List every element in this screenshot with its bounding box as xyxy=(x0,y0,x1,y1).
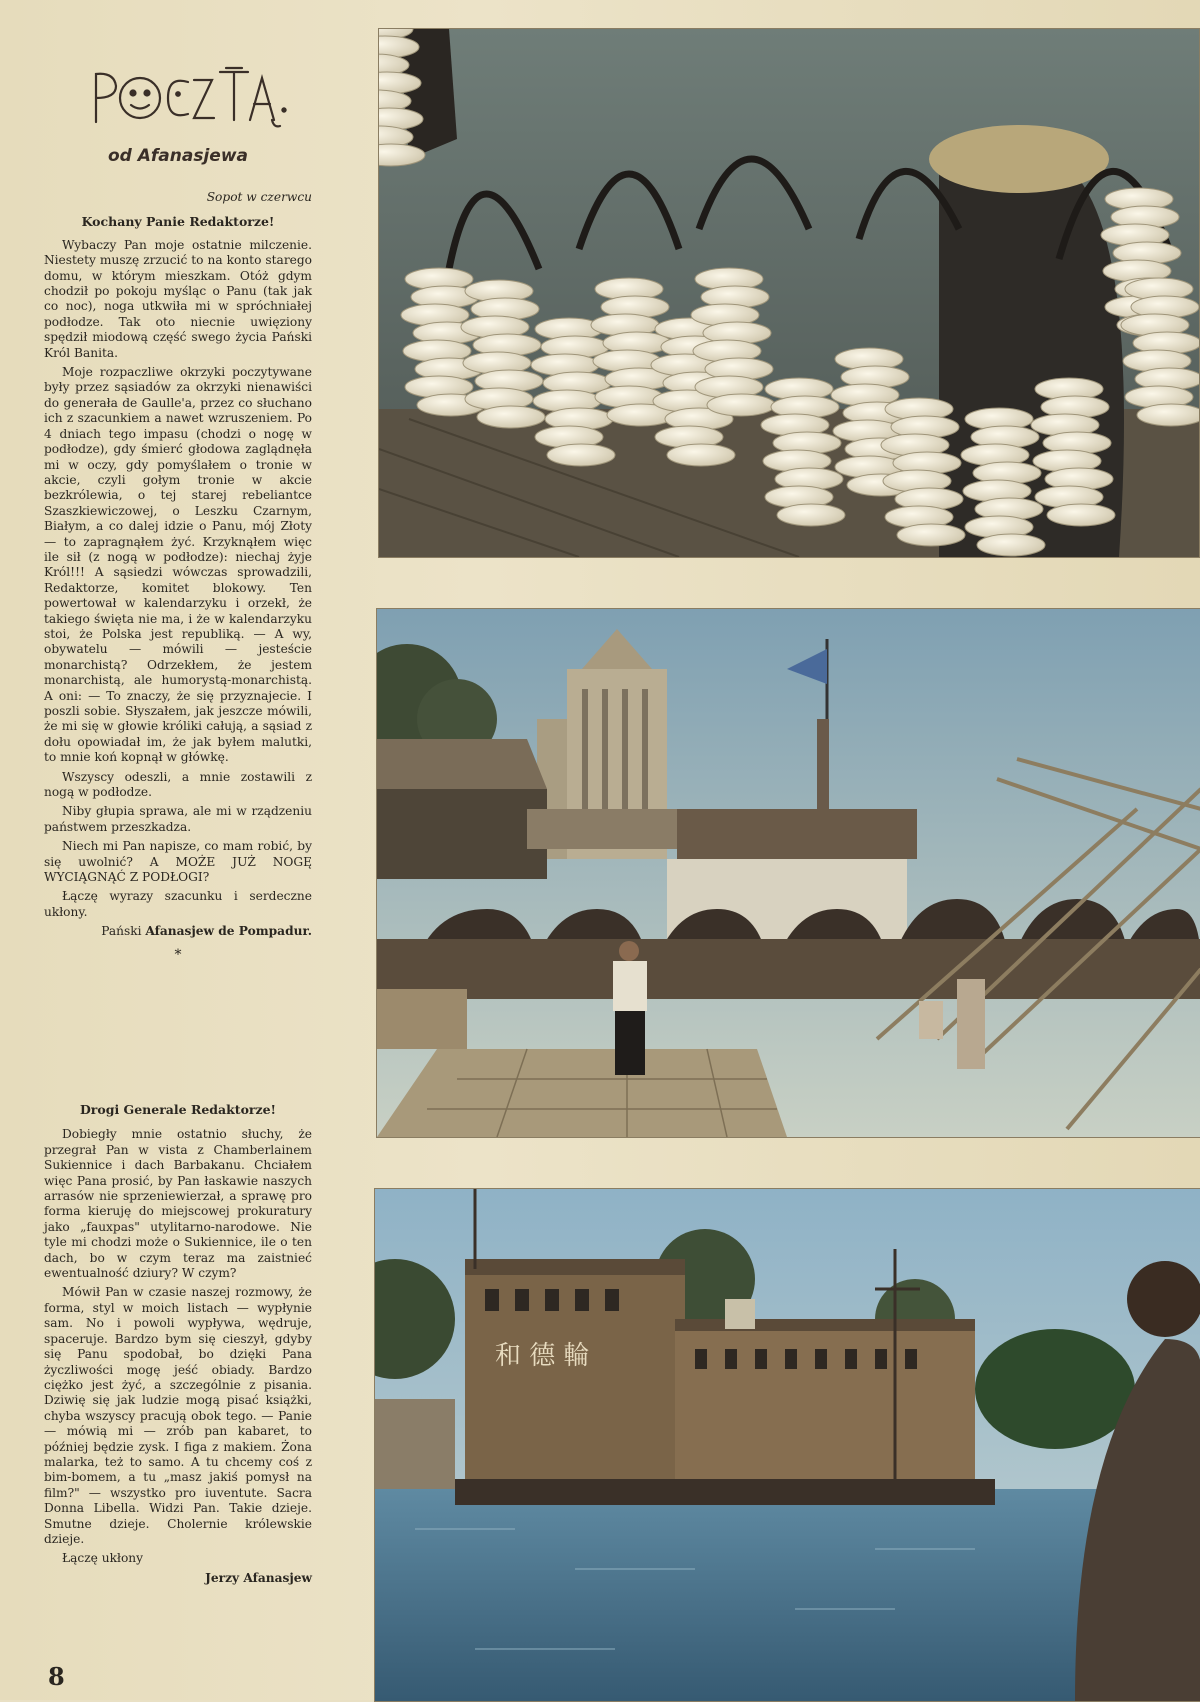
photo-harbor-junks xyxy=(376,608,1200,1138)
letter-two-paragraph: Dobiegły mnie ostatnio słuchy, że przegrał Pan w vista z Chamberlainem Sukiennice i dach Barbakanu. Chciałem więc Pana prosić, by Pan łaskawie naszych arrasów nie sprzeniewierzał, a sprawę pro forma kieruję do miejscowej prokuratury jako „fauxpas" utylitarno-narodowe. Nie tyle mi chodzi może o Sukiennice, ile o ten dach, bo w czym teraz ma zaistnieć ewentualność dziury? W czym? xyxy=(44,1127,312,1281)
signature-two: Jerzy Afanasjew xyxy=(205,1570,312,1585)
photo-houseboat xyxy=(374,1188,1200,1702)
page-number: 8 xyxy=(48,1662,65,1691)
letter-two-paragraph: Mówił Pan w czasie naszej rozmowy, że forma, styl w moich listach — wypłynie sam. No i powoli wypływa, wędruje, spaceruje. Bardzo bym się cieszył, gdyby się Panu spodobał, bo dzięki Pana życzliwości mogę jeść obiady. Bardzo ciężko jest żyć, a szczególnie z pisania. Dziwię się jak ludzie mogą pisać książki, chyba wszyscy pracują obok tego. — Panie — mówią mi — zrób pan kabaret, to później będzie zysk. I figa z makiem. Żona malarka, też to samo. A tu chcemy coś z bim-bomem, a tu „masz jakiś pomysł na film?" — wszystko pro iuventute. Sacra Donna Libella. Widzi Pan. Takie dzieje. Smutne dzieje. Cholernie królewskie dzieje. xyxy=(44,1285,312,1546)
poczta-logo xyxy=(88,60,288,132)
letter-two xyxy=(44,1102,312,1586)
signature-name: Afanasjew de Pompadur. xyxy=(145,924,312,939)
photo-cucumber-baskets xyxy=(378,28,1200,558)
letter-one-paragraph: Wszyscy odeszli, a mnie zostawili z nogą w podłodze. xyxy=(44,769,312,800)
letter-one-paragraph: Łączę wyrazy szacunku i serdeczne ukłony. xyxy=(44,889,312,919)
letter-one xyxy=(44,190,312,963)
letter-one-paragraph: Niby głupia sprawa, ale mi w rządzeniu państwem przeszkadza. xyxy=(44,804,312,834)
boat-sign: 和 德 輪 xyxy=(495,1341,590,1371)
letter-two-closing: Łączę ukłony xyxy=(62,1551,144,1566)
signature-one xyxy=(44,924,312,939)
signature-prefix: Pański xyxy=(101,924,142,939)
salutation-one: Kochany Panie Redaktorze! xyxy=(81,214,275,230)
separator-star: * xyxy=(174,946,182,963)
place-date: Sopot w czerwcu xyxy=(206,190,312,204)
salutation-two: Drogi Generale Redaktorze! xyxy=(79,1102,277,1117)
column-subtitle: od Afanasjewa xyxy=(107,146,249,166)
letter-one-paragraph: Wybaczy Pan moje ostatnie milczenie. Niestety muszę zrzucić to na konto starego domu, w którym mieszkam. Otóż gdym chodził po pokoju myśląc o Panu (tak jak co noc), noga utkwiła mi w spróchniałej podłodze. Tak oto niecnie uwięziony spędził miodową część swego życia Pański Król Banita. xyxy=(44,237,312,360)
letter-one-paragraph: Moje rozpaczliwe okrzyki poczytywane były przez sąsiadów za okrzyki nienawiści do generała de Gaulle'a, przez co słuchano ich z szacunkiem a nawet wzruszeniem. Po 4 dniach tego impasu (chodzi o nogę w podłodze), gdy śmierć głodowa zaglądnęła mi w oczy, gdy pomyślałem o tronie w akcie, czyli gołym tronie w akcie bezkrólewia, o tej starej rebeliantce Szaszkiewiczowej, o Leszku Czarnym, Białym, a co dalej idzie o Panu, mój Złoty — to zapragnąłem żyć. Krzyknąłem więc ile sił (z nogą w podłodze): niechaj żyje Król!!! A sąsiedzi wówczas sprowadzili, Redaktorze, komitet blokowy. Ten powertował w kalendarzyku i orzekł, że takiego święta nie ma, i że w kalendarzyku stoi, że Polska jest republiką. — A wy, obywatelu — mówili — jesteście monarchistą? Odrzekłem, że jestem monarchistą, ale humorystą-monarchistą. A oni: — To znaczy, że się przyznajecie. I poszli sobie. Słyszałem, jak jeszcze mówili, że mi się w głowie króliki całują, a sąsiad z dołu opowiadał im, że jak byłem malutki, to mnie koń kopnął w główkę. xyxy=(44,365,312,765)
letter-one-paragraph: Niech mi Pan napisze, co mam robić, by się uwolnić? A MOŻE JUŻ NOGĘ WYCIĄGNĄĆ Z PODŁOGI? xyxy=(44,839,312,885)
